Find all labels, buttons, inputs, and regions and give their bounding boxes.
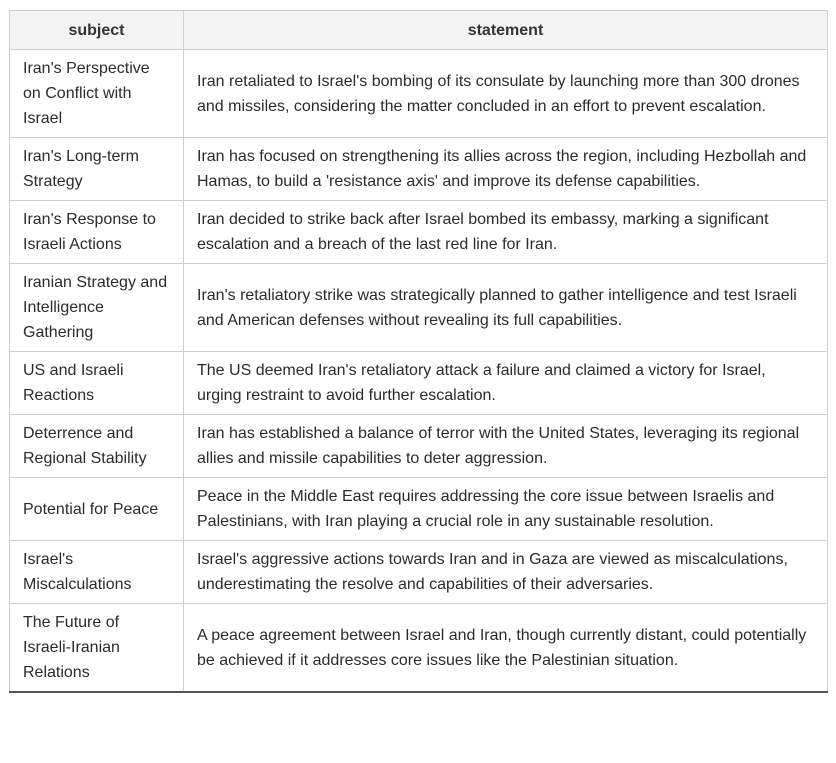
column-header-subject: subject	[10, 11, 184, 50]
table-row	[10, 604, 828, 693]
subject-cell: Israel's Miscalculations	[10, 541, 184, 604]
statement-cell: The US deemed Iran's retaliatory attack a failure and claimed a victory for Israel, urging restraint to avoid further escalation.	[184, 352, 828, 415]
statement-cell: Peace in the Middle East requires addressing the core issue between Israelis and Palestinians, with Iran playing a crucial role in any sustainable resolution.	[184, 478, 828, 541]
statement-cell: Iran has focused on strengthening its allies across the region, including Hezbollah and Hamas, to build a 'resistance axis' and improve its defense capabilities.	[184, 138, 828, 201]
subject-cell: Iran's Long-term Strategy	[10, 138, 184, 201]
subject-cell: Iranian Strategy and Intelligence Gathering	[10, 264, 184, 352]
statement-cell: A peace agreement between Israel and Iran, though currently distant, could potentially be achieved if it addresses core issues like the Palestinian situation.	[184, 604, 828, 693]
statement-cell: Iran's retaliatory strike was strategically planned to gather intelligence and test Israeli and American defenses without revealing its full capabilities.	[184, 264, 828, 352]
header-row	[10, 11, 828, 50]
subject-cell: US and Israeli Reactions	[10, 352, 184, 415]
table-row	[10, 264, 828, 352]
table-body	[10, 50, 828, 693]
column-header-statement: statement	[184, 11, 828, 50]
table-header	[10, 11, 828, 50]
subject-cell: Iran's Perspective on Conflict with Israel	[10, 50, 184, 138]
table-row	[10, 138, 828, 201]
table-row	[10, 50, 828, 138]
statement-cell: Israel's aggressive actions towards Iran and in Gaza are viewed as miscalculations, underestimating the resolve and capabilities of their adversaries.	[184, 541, 828, 604]
table-row	[10, 478, 828, 541]
subject-cell: Iran's Response to Israeli Actions	[10, 201, 184, 264]
table-row	[10, 415, 828, 478]
statement-cell: Iran has established a balance of terror with the United States, leveraging its regional allies and missile capabilities to deter aggression.	[184, 415, 828, 478]
statement-cell: Iran retaliated to Israel's bombing of its consulate by launching more than 300 drones and missiles, considering the matter concluded in an effort to prevent escalation.	[184, 50, 828, 138]
table-row	[10, 201, 828, 264]
subject-cell: The Future of Israeli-Iranian Relations	[10, 604, 184, 693]
data-table	[9, 10, 828, 693]
subject-cell: Deterrence and Regional Stability	[10, 415, 184, 478]
table-row	[10, 541, 828, 604]
subject-cell: Potential for Peace	[10, 478, 184, 541]
statement-cell: Iran decided to strike back after Israel bombed its embassy, marking a significant escalation and a breach of the last red line for Iran.	[184, 201, 828, 264]
table-row	[10, 352, 828, 415]
